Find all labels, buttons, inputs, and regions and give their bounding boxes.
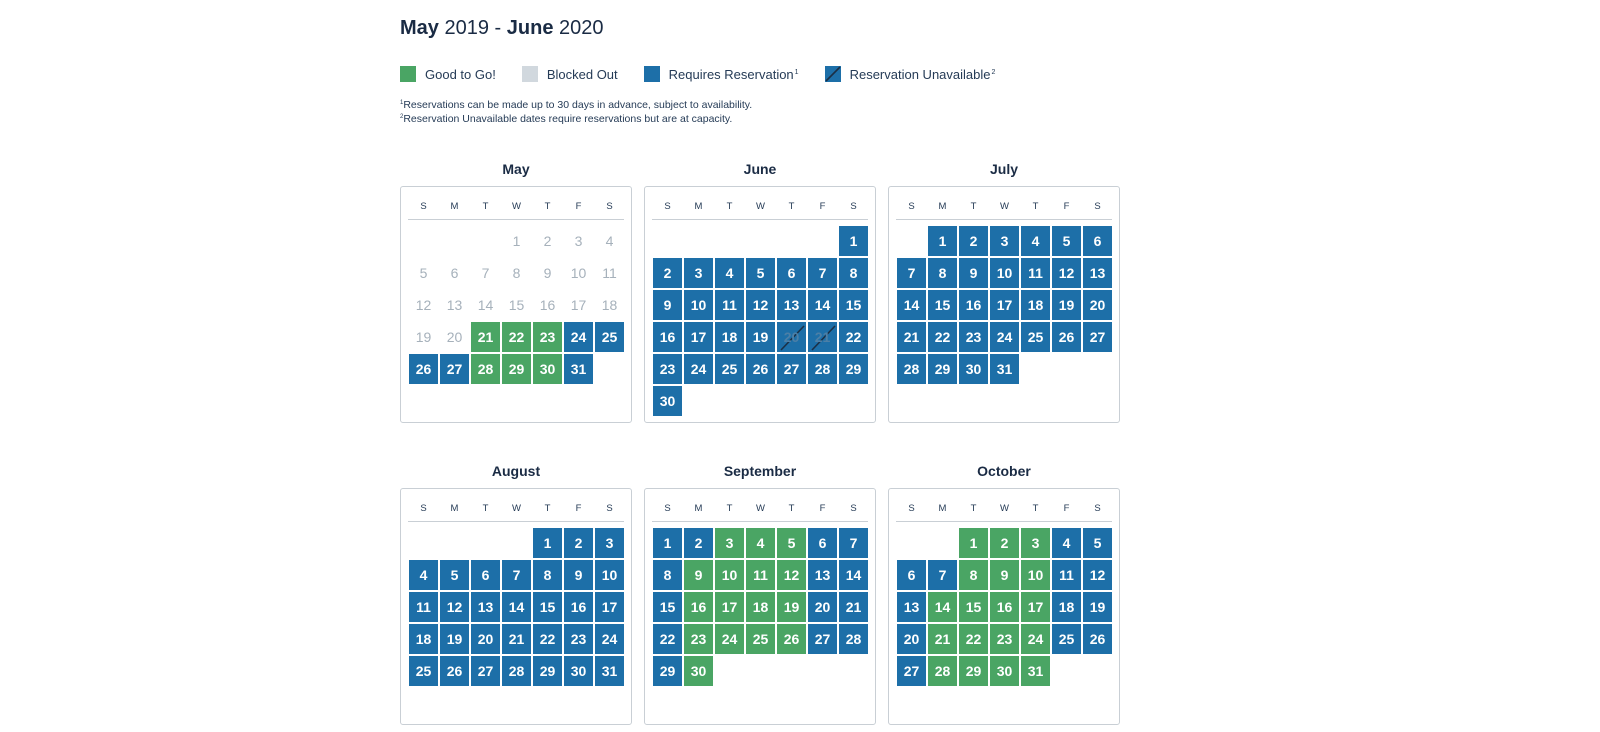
day-unavailable[interactable]: 21 — [807, 321, 838, 353]
title-start-year: 2019 — [444, 17, 489, 39]
day-reservation[interactable]: 29 — [927, 353, 958, 385]
day-reservation[interactable]: 4 — [408, 559, 439, 591]
day-reservation[interactable]: 15 — [927, 289, 958, 321]
day-reservation[interactable]: 27 — [807, 623, 838, 655]
day-reservation[interactable]: 25 — [714, 353, 745, 385]
empty-cell — [683, 225, 714, 257]
day-reservation[interactable]: 7 — [838, 527, 869, 559]
month-june — [644, 160, 876, 423]
day-reservation[interactable]: 26 — [439, 655, 470, 687]
weekday-label: T — [482, 503, 489, 514]
day-blocked[interactable]: 15 — [501, 289, 532, 321]
day-reservation[interactable]: 16 — [652, 321, 683, 353]
day-reservation[interactable]: 8 — [532, 559, 563, 591]
day-grid — [896, 225, 1112, 385]
day-good[interactable]: 17 — [714, 591, 745, 623]
weekday-label: S — [1094, 201, 1101, 212]
day-blocked[interactable]: 1 — [501, 225, 532, 257]
day-reservation[interactable]: 26 — [1051, 321, 1082, 353]
day-reservation[interactable]: 27 — [1082, 321, 1113, 353]
day-reservation[interactable]: 26 — [408, 353, 439, 385]
weekday-label: F — [1063, 201, 1070, 212]
day-reservation[interactable]: 17 — [683, 321, 714, 353]
day-blocked[interactable]: 12 — [408, 289, 439, 321]
weekday-label: T — [970, 503, 977, 514]
day-reservation[interactable]: 6 — [776, 257, 807, 289]
day-blocked[interactable]: 6 — [439, 257, 470, 289]
empty-cell — [470, 225, 501, 257]
blocked-swatch-icon — [522, 66, 538, 82]
day-reservation[interactable]: 27 — [776, 353, 807, 385]
day-reservation[interactable]: 9 — [958, 257, 989, 289]
day-good[interactable]: 3 — [1020, 527, 1051, 559]
empty-cell — [470, 527, 501, 559]
weekday-label: S — [420, 201, 427, 212]
day-reservation[interactable]: 24 — [683, 353, 714, 385]
day-reservation[interactable]: 30 — [563, 655, 594, 687]
day-reservation[interactable]: 7 — [927, 559, 958, 591]
day-reservation[interactable]: 19 — [745, 321, 776, 353]
day-reservation[interactable]: 14 — [807, 289, 838, 321]
weekday-label: F — [819, 503, 826, 514]
day-reservation[interactable]: 10 — [683, 289, 714, 321]
day-reservation[interactable]: 13 — [776, 289, 807, 321]
day-good[interactable]: 8 — [958, 559, 989, 591]
day-good[interactable]: 14 — [927, 591, 958, 623]
day-reservation[interactable]: 31 — [989, 353, 1020, 385]
weekday-label: T — [788, 503, 795, 514]
day-reservation[interactable]: 27 — [896, 655, 927, 687]
day-reservation[interactable]: 6 — [807, 527, 838, 559]
day-grid — [408, 527, 624, 687]
day-reservation[interactable]: 25 — [1051, 623, 1082, 655]
weekday-header — [408, 502, 624, 522]
day-reservation[interactable]: 27 — [470, 655, 501, 687]
day-reservation[interactable]: 14 — [838, 559, 869, 591]
legend-label: Blocked Out — [546, 66, 618, 82]
empty-cell — [927, 527, 958, 559]
unavailable-swatch-icon — [825, 66, 841, 82]
weekday-label: T — [726, 503, 733, 514]
day-reservation[interactable]: 6 — [470, 559, 501, 591]
title-end-month: June — [506, 17, 554, 39]
legend-item-good — [400, 66, 496, 82]
day-reservation[interactable]: 25 — [1020, 321, 1051, 353]
legend — [400, 66, 1021, 82]
weekday-label: T — [544, 503, 551, 514]
weekday-label: T — [1032, 201, 1039, 212]
weekday-label: M — [450, 503, 459, 514]
day-blocked[interactable]: 7 — [470, 257, 501, 289]
day-good[interactable]: 30 — [683, 655, 714, 687]
day-reservation[interactable]: 8 — [838, 257, 869, 289]
day-grid — [408, 225, 624, 385]
day-reservation[interactable]: 3 — [683, 257, 714, 289]
day-reservation[interactable]: 1 — [652, 527, 683, 559]
month-card — [400, 186, 632, 423]
month-name: September — [723, 463, 797, 479]
day-reservation[interactable]: 26 — [745, 353, 776, 385]
day-good[interactable]: 31 — [1020, 655, 1051, 687]
footnote-1: $^1$Reservations can be made up to 30 days in advance, subject to availability. — [400, 99, 753, 111]
day-reservation[interactable]: 18 — [1051, 591, 1082, 623]
weekday-label: S — [664, 503, 671, 514]
day-blocked[interactable]: 17 — [563, 289, 594, 321]
day-reservation[interactable]: 30 — [958, 353, 989, 385]
day-reservation[interactable]: 25 — [408, 655, 439, 687]
day-reservation[interactable]: 31 — [594, 655, 625, 687]
day-reservation[interactable]: 2 — [958, 225, 989, 257]
day-reservation[interactable]: 5 — [439, 559, 470, 591]
weekday-label: W — [756, 201, 765, 212]
day-reservation[interactable]: 23 — [958, 321, 989, 353]
empty-cell — [807, 225, 838, 257]
day-blocked[interactable]: 4 — [594, 225, 625, 257]
day-blocked[interactable]: 19 — [408, 321, 439, 353]
legend-item-unavailable — [825, 66, 996, 82]
reservation-swatch-icon — [644, 66, 660, 82]
day-reservation[interactable]: 26 — [1082, 623, 1113, 655]
day-reservation[interactable]: 29 — [532, 655, 563, 687]
day-reservation[interactable]: 24 — [989, 321, 1020, 353]
day-reservation[interactable]: 1 — [532, 527, 563, 559]
day-good[interactable]: 22 — [501, 321, 532, 353]
day-grid — [652, 225, 868, 417]
day-reservation[interactable]: 7 — [807, 257, 838, 289]
day-grid — [652, 527, 868, 687]
day-blocked[interactable]: 20 — [439, 321, 470, 353]
day-good[interactable]: 23 — [989, 623, 1020, 655]
day-reservation[interactable]: 22 — [532, 623, 563, 655]
month-name: July — [989, 161, 1018, 177]
day-good[interactable]: 12 — [776, 559, 807, 591]
day-good[interactable]: 25 — [745, 623, 776, 655]
day-good[interactable]: 9 — [683, 559, 714, 591]
month-october — [888, 462, 1120, 725]
month-card — [400, 488, 632, 725]
weekday-header — [408, 200, 624, 220]
day-reservation[interactable]: 20 — [896, 623, 927, 655]
month-name: June — [743, 161, 777, 177]
day-reservation[interactable]: 13 — [470, 591, 501, 623]
day-reservation[interactable]: 10 — [594, 559, 625, 591]
footnotes — [400, 98, 752, 126]
weekday-label: S — [850, 503, 857, 514]
weekday-label: S — [664, 201, 671, 212]
legend-label: Good to Go! — [425, 66, 496, 82]
day-reservation[interactable]: 9 — [563, 559, 594, 591]
day-reservation[interactable]: 6 — [1082, 225, 1113, 257]
title-separator: - — [494, 17, 502, 39]
day-reservation[interactable]: 20 — [1082, 289, 1113, 321]
day-reservation[interactable]: 1 — [927, 225, 958, 257]
day-blocked[interactable]: 3 — [563, 225, 594, 257]
day-reservation[interactable]: 15 — [652, 591, 683, 623]
day-reservation[interactable]: 4 — [714, 257, 745, 289]
day-reservation[interactable]: 18 — [408, 623, 439, 655]
day-reservation[interactable]: 13 — [1082, 257, 1113, 289]
day-good[interactable]: 21 — [927, 623, 958, 655]
day-reservation[interactable]: 13 — [807, 559, 838, 591]
day-reservation[interactable]: 3 — [594, 527, 625, 559]
month-july — [888, 160, 1120, 423]
day-reservation[interactable]: 10 — [989, 257, 1020, 289]
day-reservation[interactable]: 11 — [714, 289, 745, 321]
weekday-label: F — [1063, 503, 1070, 514]
month-name: October — [977, 463, 1031, 479]
day-reservation[interactable]: 16 — [958, 289, 989, 321]
day-reservation[interactable]: 16 — [563, 591, 594, 623]
day-good[interactable]: 29 — [501, 353, 532, 385]
day-reservation[interactable]: 23 — [652, 353, 683, 385]
day-good[interactable]: 29 — [958, 655, 989, 687]
day-good[interactable]: 17 — [1020, 591, 1051, 623]
day-good[interactable]: 22 — [958, 623, 989, 655]
weekday-label: T — [970, 201, 977, 212]
day-good[interactable]: 1 — [958, 527, 989, 559]
footnote-marker: 1 — [794, 68, 799, 76]
empty-cell — [439, 225, 470, 257]
day-reservation[interactable]: 28 — [838, 623, 869, 655]
weekday-label: M — [938, 503, 947, 514]
day-reservation[interactable]: 12 — [745, 289, 776, 321]
day-good[interactable]: 10 — [714, 559, 745, 591]
day-good[interactable]: 19 — [776, 591, 807, 623]
day-reservation[interactable]: 19 — [1051, 289, 1082, 321]
weekday-label: F — [575, 503, 582, 514]
day-reservation[interactable]: 29 — [838, 353, 869, 385]
weekday-header — [896, 200, 1112, 220]
title-end-year: 2020 — [559, 17, 604, 39]
day-good[interactable]: 2 — [989, 527, 1020, 559]
day-unavailable[interactable]: 20 — [776, 321, 807, 353]
weekday-label: S — [606, 503, 613, 514]
day-reservation[interactable]: 29 — [652, 655, 683, 687]
month-card — [888, 488, 1120, 725]
weekday-label: F — [575, 201, 582, 212]
day-reservation[interactable]: 19 — [1082, 591, 1113, 623]
day-reservation[interactable]: 21 — [896, 321, 927, 353]
title-start-month: May — [400, 17, 439, 39]
day-reservation[interactable]: 28 — [807, 353, 838, 385]
legend-label: Requires Reservation — [668, 66, 794, 82]
day-reservation[interactable]: 18 — [714, 321, 745, 353]
day-good[interactable]: 24 — [714, 623, 745, 655]
good-swatch-icon — [400, 66, 416, 82]
day-reservation[interactable]: 2 — [683, 527, 714, 559]
day-reservation[interactable]: 7 — [501, 559, 532, 591]
day-reservation[interactable]: 11 — [1051, 559, 1082, 591]
empty-cell — [776, 225, 807, 257]
day-blocked[interactable]: 16 — [532, 289, 563, 321]
day-reservation[interactable]: 4 — [1051, 527, 1082, 559]
day-reservation[interactable]: 6 — [896, 559, 927, 591]
day-good[interactable]: 18 — [745, 591, 776, 623]
weekday-header — [652, 200, 868, 220]
weekday-label: T — [482, 201, 489, 212]
empty-cell — [439, 527, 470, 559]
day-reservation[interactable]: 21 — [838, 591, 869, 623]
day-reservation[interactable]: 15 — [532, 591, 563, 623]
day-blocked[interactable]: 14 — [470, 289, 501, 321]
day-reservation[interactable]: 3 — [989, 225, 1020, 257]
weekday-label: T — [1032, 503, 1039, 514]
day-reservation[interactable]: 21 — [501, 623, 532, 655]
day-blocked[interactable]: 5 — [408, 257, 439, 289]
empty-cell — [896, 225, 927, 257]
empty-cell — [408, 527, 439, 559]
month-name: May — [502, 161, 530, 177]
weekday-label: T — [788, 201, 795, 212]
day-blocked[interactable]: 18 — [594, 289, 625, 321]
day-good[interactable]: 24 — [1020, 623, 1051, 655]
weekday-label: W — [512, 503, 521, 514]
day-reservation[interactable]: 18 — [1020, 289, 1051, 321]
day-reservation[interactable]: 31 — [563, 353, 594, 385]
day-good[interactable]: 21 — [470, 321, 501, 353]
day-reservation[interactable]: 20 — [470, 623, 501, 655]
day-reservation[interactable]: 20 — [807, 591, 838, 623]
weekday-label: W — [1000, 503, 1009, 514]
page-title — [400, 17, 604, 40]
legend-item-reservation — [644, 66, 799, 82]
weekday-label: W — [756, 503, 765, 514]
day-reservation[interactable]: 28 — [896, 353, 927, 385]
month-card — [644, 186, 876, 423]
day-good[interactable]: 28 — [927, 655, 958, 687]
day-good[interactable]: 16 — [683, 591, 714, 623]
weekday-label: S — [908, 201, 915, 212]
empty-cell — [501, 527, 532, 559]
empty-cell — [745, 225, 776, 257]
day-reservation[interactable]: 14 — [896, 289, 927, 321]
day-reservation[interactable]: 25 — [594, 321, 625, 353]
empty-cell — [714, 225, 745, 257]
weekday-label: M — [694, 503, 703, 514]
day-reservation[interactable]: 8 — [927, 257, 958, 289]
day-blocked[interactable]: 9 — [532, 257, 563, 289]
day-reservation[interactable]: 14 — [501, 591, 532, 623]
day-reservation[interactable]: 1 — [838, 225, 869, 257]
weekday-label: S — [420, 503, 427, 514]
day-reservation[interactable]: 28 — [501, 655, 532, 687]
footnote-2: $^2$Reservation Unavailable dates require reservations but are at capacity. — [400, 113, 733, 125]
day-good[interactable]: 15 — [958, 591, 989, 623]
weekday-label: W — [1000, 201, 1009, 212]
day-blocked[interactable]: 8 — [501, 257, 532, 289]
weekday-label: S — [1094, 503, 1101, 514]
weekday-label: T — [544, 201, 551, 212]
weekday-label: M — [694, 201, 703, 212]
day-good[interactable]: 4 — [745, 527, 776, 559]
day-good[interactable]: 5 — [776, 527, 807, 559]
day-good[interactable]: 3 — [714, 527, 745, 559]
weekday-label: M — [450, 201, 459, 212]
day-reservation[interactable]: 22 — [927, 321, 958, 353]
day-reservation[interactable]: 22 — [838, 321, 869, 353]
weekday-header — [652, 502, 868, 522]
month-september — [644, 462, 876, 725]
weekday-label: S — [606, 201, 613, 212]
weekday-header — [896, 502, 1112, 522]
legend-label: Reservation Unavailable — [849, 66, 991, 82]
day-reservation[interactable]: 12 — [1051, 257, 1082, 289]
day-good[interactable]: 30 — [532, 353, 563, 385]
day-good[interactable]: 26 — [776, 623, 807, 655]
day-blocked[interactable]: 10 — [563, 257, 594, 289]
weekday-label: F — [819, 201, 826, 212]
day-reservation[interactable]: 17 — [989, 289, 1020, 321]
month-august — [400, 462, 632, 725]
day-reservation[interactable]: 11 — [1020, 257, 1051, 289]
empty-cell — [896, 527, 927, 559]
day-good[interactable]: 23 — [683, 623, 714, 655]
day-reservation[interactable]: 5 — [1082, 527, 1113, 559]
day-good[interactable]: 23 — [532, 321, 563, 353]
weekday-label: S — [908, 503, 915, 514]
day-blocked[interactable]: 13 — [439, 289, 470, 321]
day-reservation[interactable]: 5 — [1051, 225, 1082, 257]
empty-cell — [408, 225, 439, 257]
day-good[interactable]: 30 — [989, 655, 1020, 687]
day-good[interactable]: 28 — [470, 353, 501, 385]
day-blocked[interactable]: 11 — [594, 257, 625, 289]
month-name: August — [491, 463, 541, 479]
day-reservation[interactable]: 2 — [652, 257, 683, 289]
day-grid — [896, 527, 1112, 687]
weekday-label: T — [726, 201, 733, 212]
day-reservation[interactable]: 13 — [896, 591, 927, 623]
day-reservation[interactable]: 12 — [1082, 559, 1113, 591]
day-good[interactable]: 11 — [745, 559, 776, 591]
month-may — [400, 160, 632, 423]
day-reservation[interactable]: 5 — [745, 257, 776, 289]
day-blocked[interactable]: 2 — [532, 225, 563, 257]
weekday-label: S — [850, 201, 857, 212]
day-reservation[interactable]: 23 — [563, 623, 594, 655]
empty-cell — [652, 225, 683, 257]
weekday-label: W — [512, 201, 521, 212]
footnote-marker: 2 — [991, 68, 996, 76]
legend-item-blocked — [522, 66, 618, 82]
day-reservation[interactable]: 24 — [594, 623, 625, 655]
weekday-label: M — [938, 201, 947, 212]
day-reservation[interactable]: 11 — [408, 591, 439, 623]
day-reservation[interactable]: 7 — [896, 257, 927, 289]
day-reservation[interactable]: 9 — [652, 289, 683, 321]
day-reservation[interactable]: 27 — [439, 353, 470, 385]
day-reservation[interactable]: 8 — [652, 559, 683, 591]
day-reservation[interactable]: 2 — [563, 527, 594, 559]
day-reservation[interactable]: 17 — [594, 591, 625, 623]
day-reservation[interactable]: 19 — [439, 623, 470, 655]
day-good[interactable]: 10 — [1020, 559, 1051, 591]
day-reservation[interactable]: 30 — [652, 385, 683, 417]
month-card — [888, 186, 1120, 423]
day-reservation[interactable]: 4 — [1020, 225, 1051, 257]
day-good[interactable]: 9 — [989, 559, 1020, 591]
month-card — [644, 488, 876, 725]
day-reservation[interactable]: 12 — [439, 591, 470, 623]
day-reservation[interactable]: 15 — [838, 289, 869, 321]
day-good[interactable]: 16 — [989, 591, 1020, 623]
day-reservation[interactable]: 22 — [652, 623, 683, 655]
day-reservation[interactable]: 24 — [563, 321, 594, 353]
